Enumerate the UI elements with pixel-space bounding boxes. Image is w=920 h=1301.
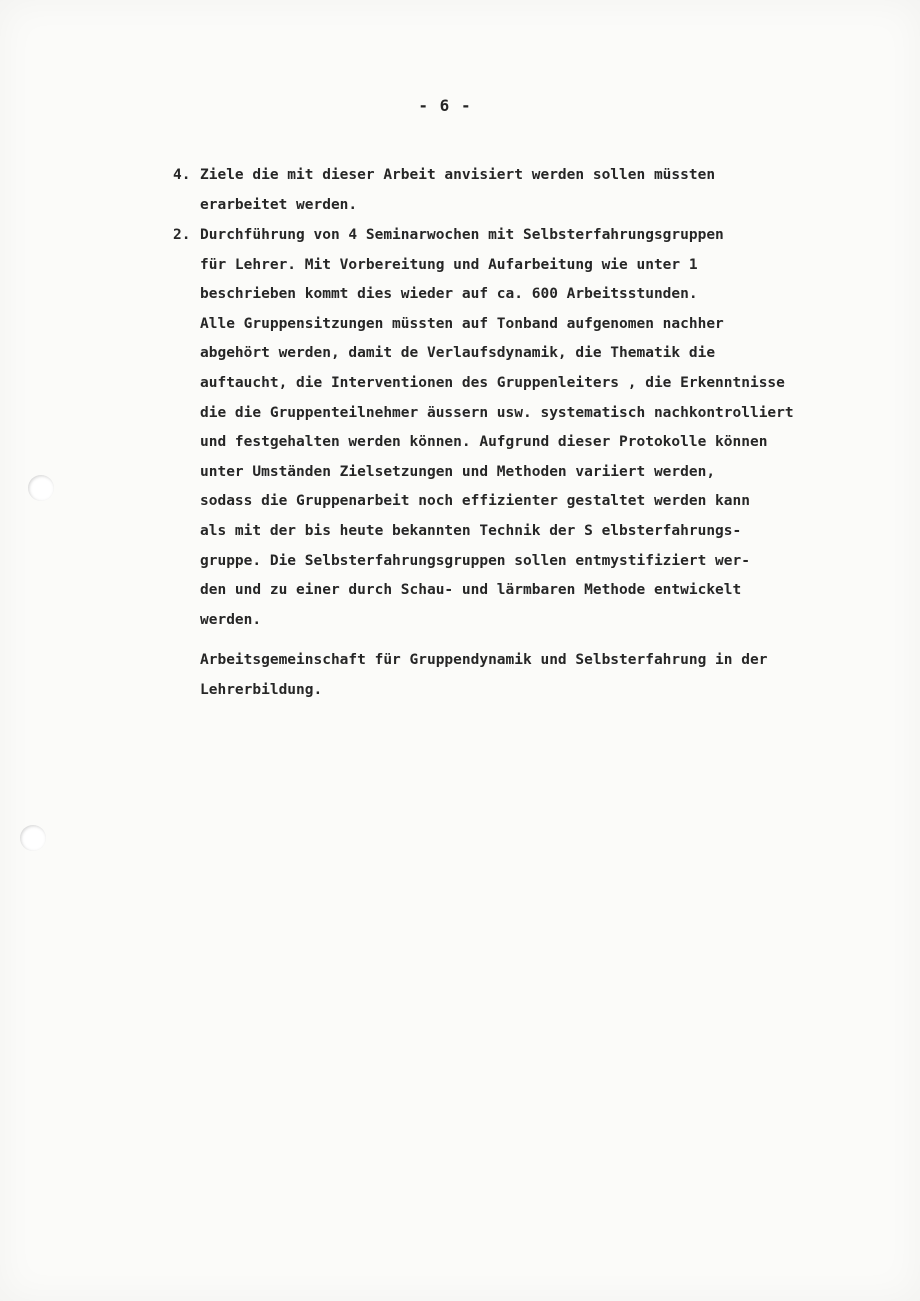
list-item-number: 4.	[173, 167, 191, 183]
list-item-4	[173, 161, 715, 220]
text-line: Durchführung von 4 Seminarwochen mit Selbsterfahrungsgruppen	[200, 227, 724, 243]
list-item-body	[200, 161, 715, 220]
page-number: - 6 -	[418, 96, 472, 115]
text-line: beschrieben kommt dies wieder auf ca. 600 Arbeitsstunden.	[200, 286, 698, 303]
text-line: gruppe. Die Selbsterfahrungsgruppen sollen entmystifiziert wer-	[200, 552, 750, 569]
text-line: als mit der bis heute bekannten Technik der S elbsterfahrungs-	[200, 522, 742, 539]
text-line: auftaucht, die Interventionen des Gruppenleiters , die Erkenntnisse	[200, 374, 785, 391]
text-line: Alle Gruppensitzungen müssten auf Tonband aufgenomen nachher	[200, 315, 724, 332]
text-line: abgehört werden, damit de Verlaufsdynamik, die Thematik die	[200, 345, 716, 362]
punch-hole-top	[28, 475, 54, 501]
text-line: erarbeitet werden.	[200, 196, 358, 213]
text-line: sodass die Gruppenarbeit noch effizienter gestaltet werden kann	[200, 493, 750, 510]
punch-hole-bottom	[20, 825, 46, 851]
text-line: den und zu einer durch Schau- und lärmbaren Methode entwickelt	[200, 582, 742, 599]
text-line: für Lehrer. Mit Vorbereitung und Aufarbeitung wie unter 1	[200, 256, 698, 273]
list-item-number: 2.	[173, 227, 191, 243]
list-item-body	[200, 221, 794, 635]
closing-signature	[200, 646, 767, 705]
text-line: und festgehalten werden können. Aufgrund dieser Protokolle können	[200, 434, 768, 451]
text-line: werden.	[200, 611, 262, 628]
text-line: Ziele die mit dieser Arbeit anvisiert werden sollen müssten	[200, 167, 716, 183]
text-line: unter Umständen Zielsetzungen und Methoden variiert werden,	[200, 463, 716, 480]
text-line: die die Gruppenteilnehmer äussern usw. systematisch nachkontrolliert	[200, 404, 794, 421]
text-line: Arbeitsgemeinschaft für Gruppendynamik und Selbsterfahrung in der	[200, 652, 768, 668]
list-item-2	[173, 221, 794, 635]
text-line: Lehrerbildung.	[200, 681, 323, 698]
